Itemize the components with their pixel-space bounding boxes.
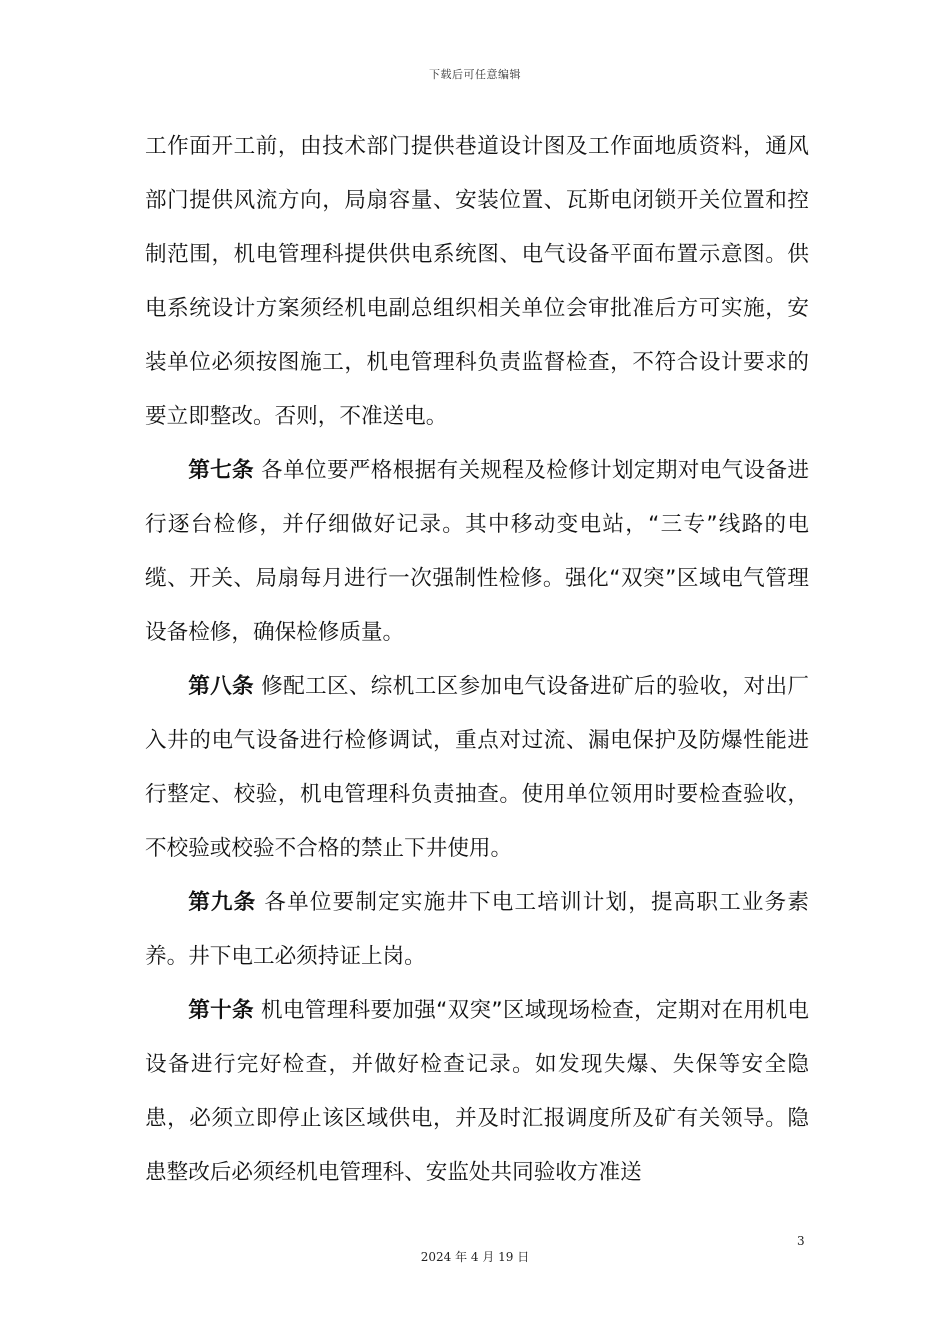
paragraph-text: 机电管理科要加强“双突”区域现场检查，定期对在用机电设备进行完好检查，并做好检查记录。如发现失爆、失保等安全隐患，必须立即停止该区域供电，并及时汇报调度所及矿有关领导。隐患整改后必须经机电管理科、安监处共同验收方准送 — [145, 998, 809, 1185]
paragraph-continuation — [145, 120, 809, 444]
paragraph-text: 各单位要严格根据有关规程及检修计划定期对电气设备进行逐台检修，并仔细做好记录。其中移动变电站，“三专”线路的电缆、开关、局扇每月进行一次强制性检修。强化“双突”区域电气管理设备检修，确保检修质量。 — [145, 458, 809, 645]
paragraph-article-10 — [145, 984, 809, 1200]
footer-date: 2024 年 4 月 19 日 — [420, 1250, 530, 1264]
paragraph-article-7 — [145, 444, 809, 660]
document-body — [145, 120, 809, 1200]
article-number: 第八条 — [188, 674, 254, 699]
article-number: 第九条 — [188, 890, 257, 915]
paragraph-text: 修配工区、综机工区参加电气设备进矿后的验收，对出厂入井的电气设备进行检修调试，重点对过流、漏电保护及防爆性能进行整定、校验，机电管理科负责抽查。使用单位领用时要检查验收，不校验或校验不合格的禁止下井使用。 — [145, 674, 809, 861]
paragraph-article-8 — [145, 660, 809, 876]
paragraph-article-9 — [145, 876, 809, 984]
page-header: 下载后可任意编辑 — [429, 68, 521, 81]
paragraph-text: 各单位要制定实施井下电工培训计划，提高职工业务素养。井下电工必须持证上岗。 — [145, 890, 809, 969]
article-number: 第十条 — [188, 998, 254, 1023]
page-number: 3 — [797, 1234, 805, 1248]
article-number: 第七条 — [188, 458, 254, 483]
paragraph-text: 工作面开工前，由技术部门提供巷道设计图及工作面地质资料，通风部门提供风流方向，局扇容量、安装位置、瓦斯电闭锁开关位置和控制范围，机电管理科提供供电系统图、电气设备平面布置示意图。供电系统设计方案须经机电副总组织相关单位会审批准后方可实施，安装单位必须按图施工，机电管理科负责监督检查，不符合设计要求的要立即整改。否则，不准送电。 — [145, 134, 809, 429]
